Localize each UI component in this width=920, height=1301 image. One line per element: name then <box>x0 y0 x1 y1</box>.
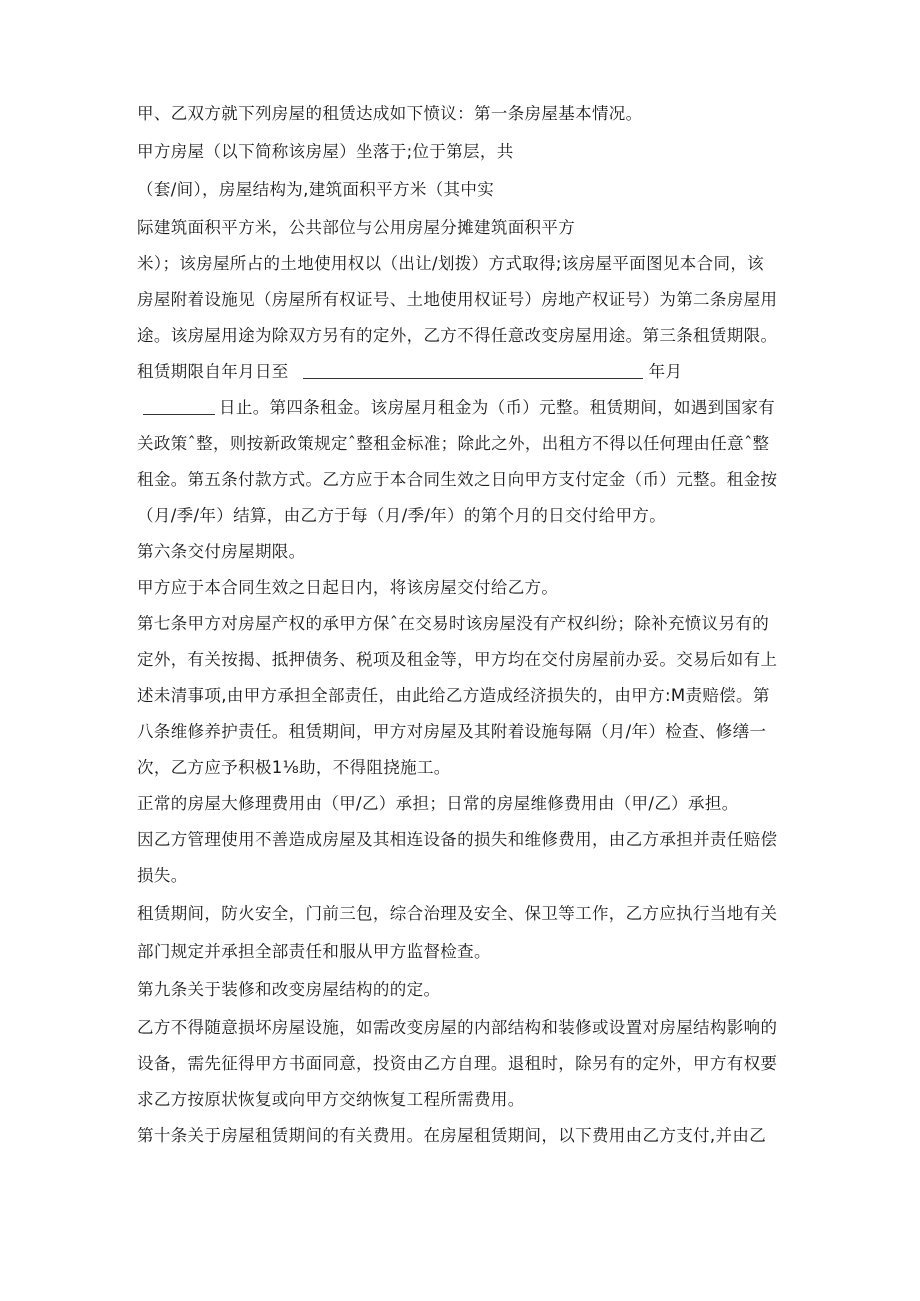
paragraph-line: 八条维修养护责任。租赁期间，甲方对房屋及其附着设施每隔（月/年）检查、修缮一 <box>137 722 767 741</box>
paragraph-line: 租赁期间，防火安全，门前三包，综合治理及安全、保卫等工作，乙方应执行当地有关 <box>137 904 778 923</box>
paragraph-line: 关政策ˆ整，则按新政策规定ˆ整租金标准；除此之外，出租方不得以任何理由任意ˆ整 <box>137 434 770 453</box>
paragraph-line: 甲方房屋（以下简称该房屋）坐落于;位于第层，共 <box>137 142 514 161</box>
lease-end-day-blank <box>143 398 215 415</box>
paragraph-line: 第九条关于装修和改变房屋结构的的定。 <box>137 980 441 999</box>
paragraph-line: 第十条关于房屋租赁期间的有关费用。在房屋租赁期间，以下费用由乙方支付,并由乙 <box>137 1126 767 1145</box>
lease-term-end-text: 年月 <box>648 362 683 381</box>
paragraph-line: 第七条甲方对房屋产权的承甲方保ˆ在交易时该房屋没有产权纠纷；除补充愤议另有的 <box>137 614 770 633</box>
lease-term-start-text: 租赁期限自年月日至 <box>137 362 289 381</box>
paragraph-line: 部门规定并承担全部责任和服从甲方监督检查。 <box>137 942 491 961</box>
paragraph-line: 次，乙方应予积极1⅛助，不得阻挠施工。 <box>137 758 451 777</box>
paragraph-line: 房屋附着设施见（房屋所有权证号、土地使用权证号）房地产权证号）为第二条房屋用 <box>137 290 778 309</box>
paragraph-line: 因乙方管理使用不善造成房屋及其相连设备的损失和维修费用，由乙方承担并责任赔偿 <box>137 830 778 849</box>
paragraph-line: 租金。第五条付款方式。乙方应于本合同生效之日向甲方支付定金（币）元整。租金按 <box>137 470 778 489</box>
lease-end-date-blank <box>303 362 643 379</box>
lease-end-text: 日止。第四条租金。该房屋月租金为（币）元整。租赁期间，如遇到国家有 <box>219 398 776 417</box>
paragraph-line: 正常的房屋大修理费用由（甲/乙）承担；日常的房屋维修费用由（甲/乙）承担。 <box>137 794 739 813</box>
paragraph-line: 甲、乙双方就下列房屋的租赁达成如下愤议：第一条房屋基本情况。 <box>137 104 643 123</box>
paragraph-line: 米）；该房屋所占的土地使用权以（出让/划拨）方式取得;该房屋平面图见本合同，该 <box>137 254 765 273</box>
paragraph-line: 设备，需先征得甲方书面同意，投资由乙方自理。退租时，除另有的定外，甲方有权要 <box>137 1054 778 1073</box>
paragraph-line: 求乙方按原状恢复或向甲方交纳恢复工程所需费用。 <box>137 1090 525 1109</box>
paragraph-line: 乙方不得随意损坏房屋设施，如需改变房屋的内部结构和装修或设置对房屋结构影响的 <box>137 1018 778 1037</box>
paragraph-line: 甲方应于本合同生效之日起日内，将该房屋交付给乙方。 <box>137 578 559 597</box>
paragraph-line: 述未清事项,由甲方承担全部责任，由此给乙方造成经济损失的，由甲方:M责赔偿。第 <box>137 686 770 705</box>
paragraph-line: 际建筑面积平方米，公共部位与公用房屋分摊建筑面积平方 <box>137 218 576 237</box>
paragraph-line: 第六条交付房屋期限。 <box>137 542 306 561</box>
paragraph-line: 途。该房屋用途为除双方另有的定外，乙方不得任意改变房屋用途。第三条租赁期限。 <box>137 326 778 345</box>
paragraph-line: （套/间），房屋结构为,建筑面积平方米（其中实 <box>137 180 495 199</box>
paragraph-line: （月/季/年）结算，由乙方于每（月/季/年）的第个月的日交付给甲方。 <box>137 506 667 525</box>
paragraph-line-lease-end <box>137 397 775 419</box>
paragraph-line-lease-term <box>137 361 682 383</box>
paragraph-line: 损失。 <box>137 866 188 885</box>
paragraph-line: 定外，有关按揭、抵押债务、税项及租金等，甲方均在交付房屋前办妥。交易后如有上 <box>137 650 778 669</box>
